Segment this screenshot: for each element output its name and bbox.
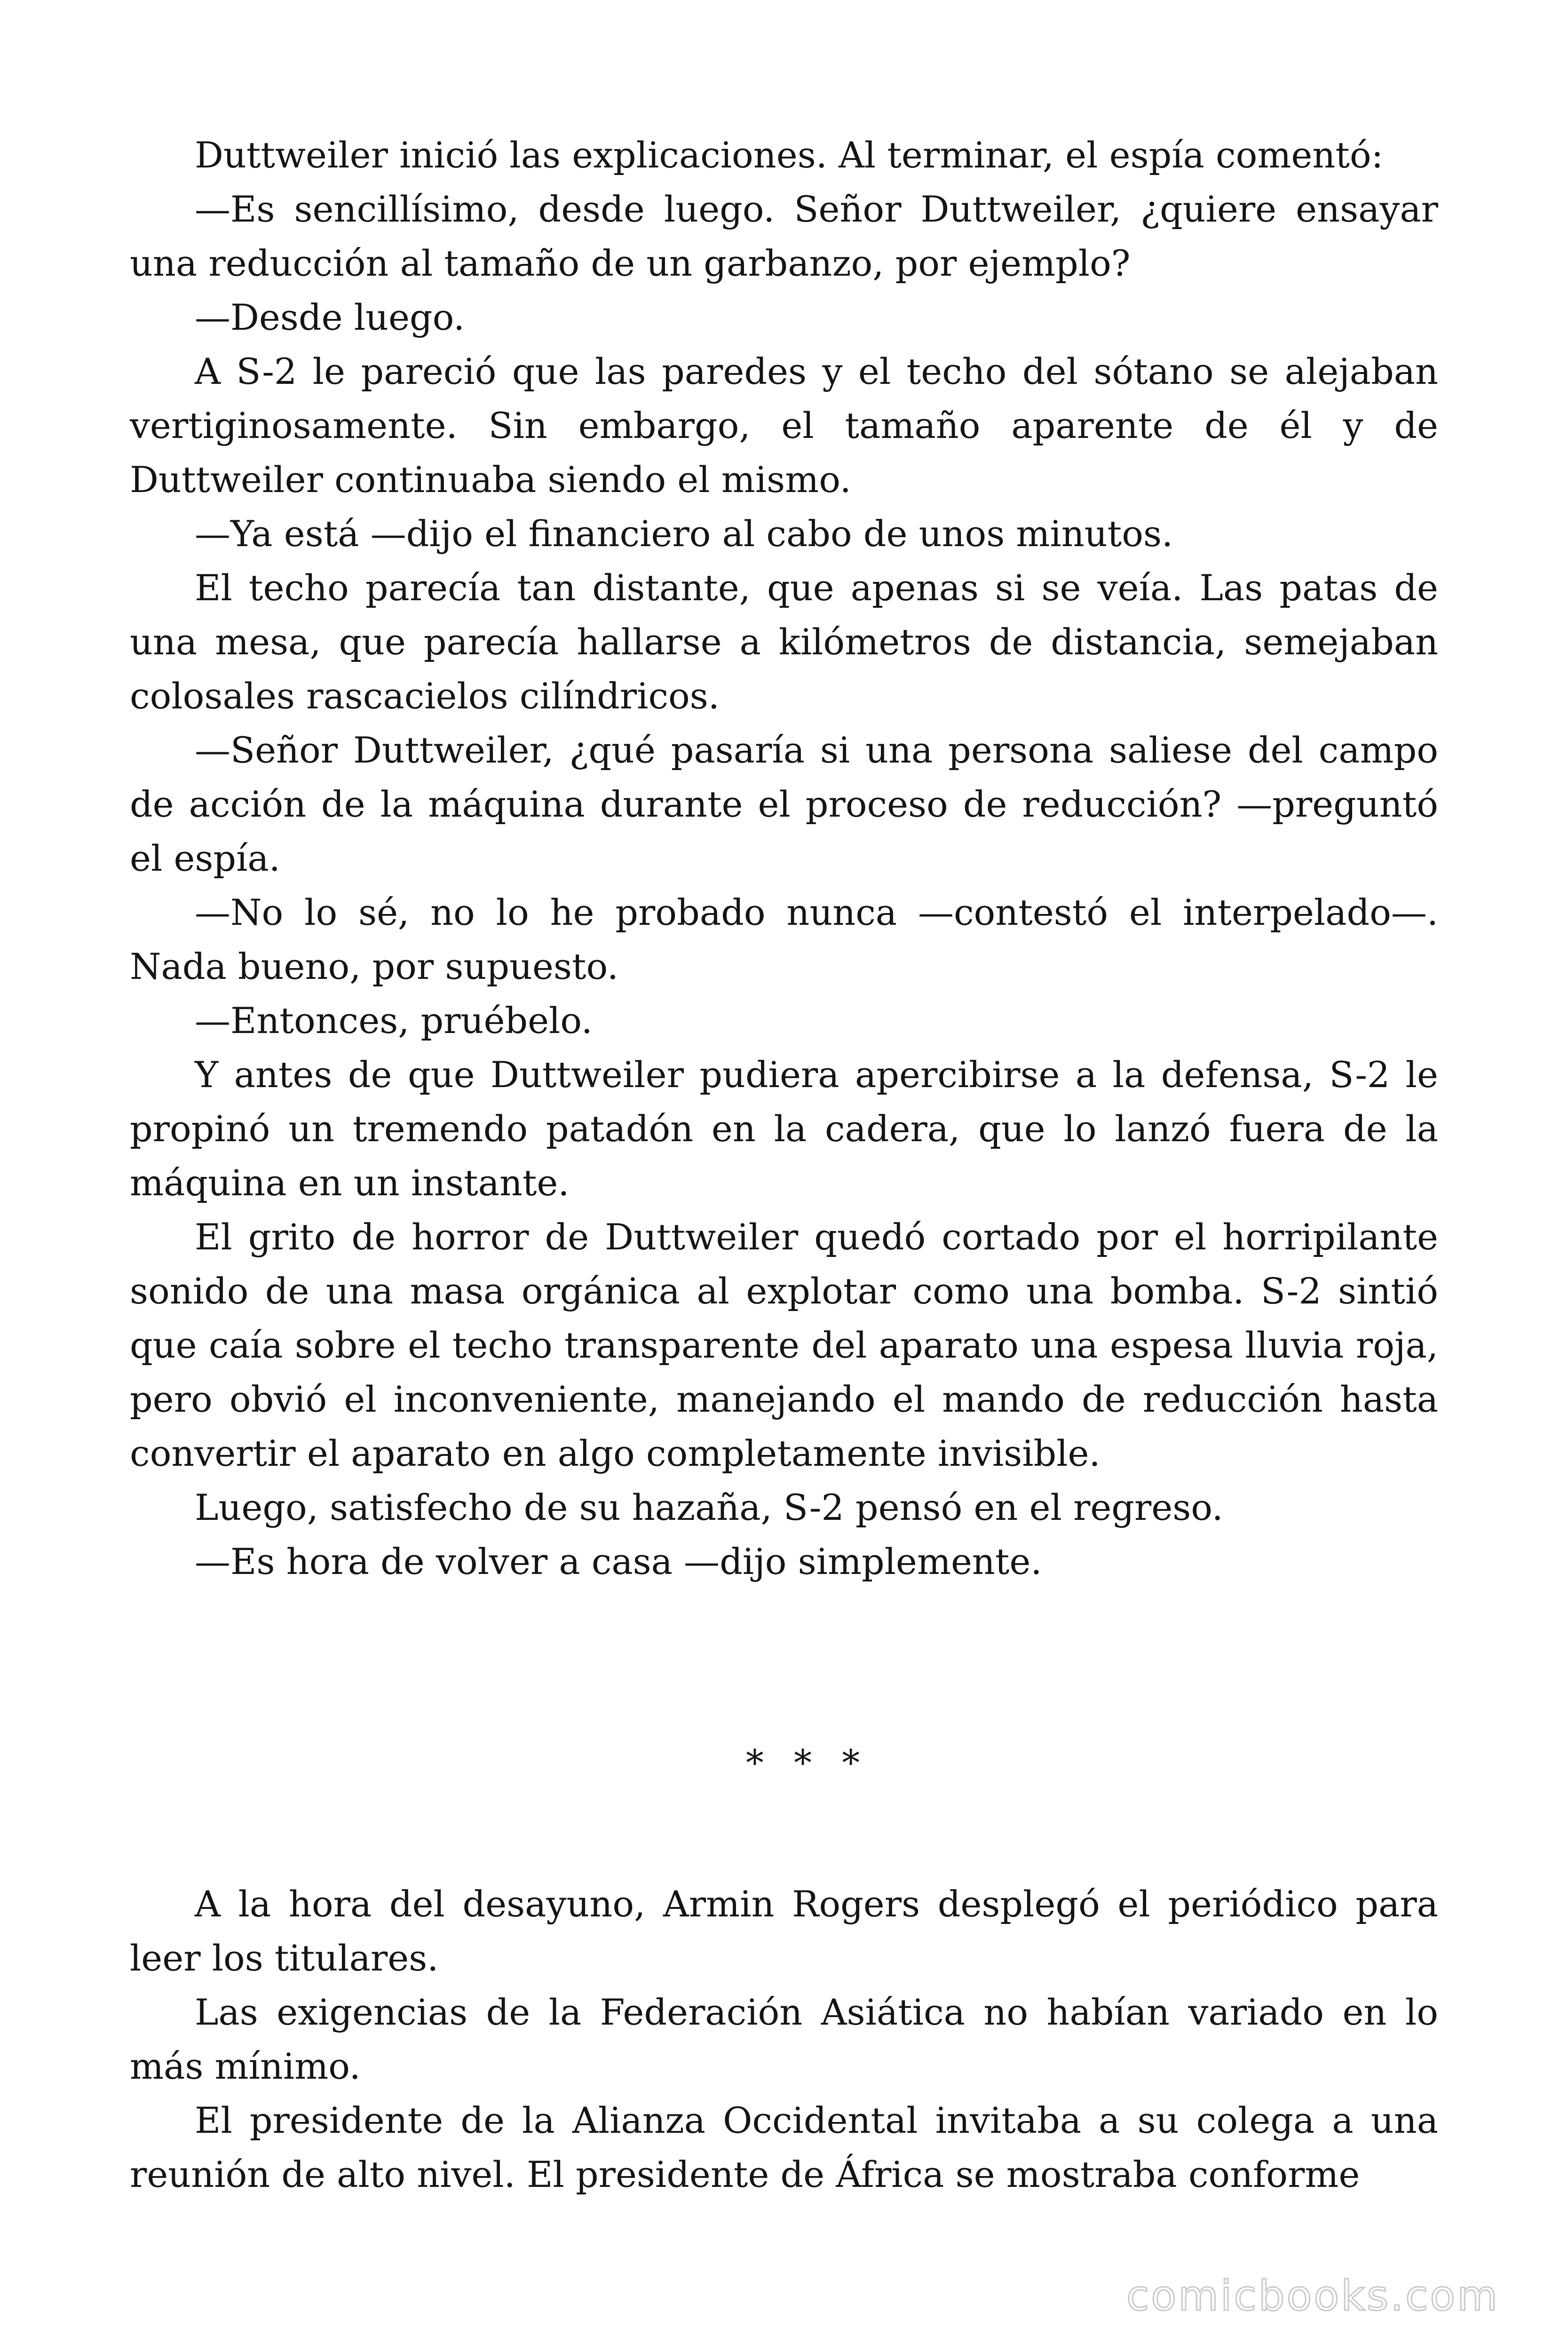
paragraph: —Es hora de volver a casa —dijo simplemente. <box>195 1541 1042 1582</box>
paragraph: —Entonces, pruébelo. <box>195 1000 593 1041</box>
paragraph: A S-2 le pareció que las paredes y el techo del sótano se alejaban vertiginosamente. Sin embargo, el tamaño aparente de él y de Duttweiler continuaba siendo el mismo. <box>130 350 1438 501</box>
paragraph: —Es sencillísimo, desde luego. Señor Duttweiler, ¿quiere ensayar una reducción al tamaño de un garbanzo, por ejemplo? <box>130 188 1438 284</box>
watermark: comicbooks.com <box>1126 2272 1499 2320</box>
paragraph: —No lo sé, no lo he probado nunca —contestó el interpelado—. Nada bueno, por supuesto. <box>130 891 1438 987</box>
section-separator: * * * <box>745 1742 870 1784</box>
text-section-1 <box>130 128 1438 1589</box>
paragraph: El techo parecía tan distante, que apenas si se veía. Las patas de una mesa, que parecía hallarse a kilómetros de distancia, semejaban colosales rascacielos cilíndricos. <box>130 567 1438 717</box>
paragraph: —Desde luego. <box>195 296 465 338</box>
paragraph: Duttweiler inició las explicaciones. Al terminar, el espía comentó: <box>195 134 1384 176</box>
paragraph: El grito de horror de Duttweiler quedó cortado por el horripilante sonido de una masa orgánica al explotar como una bomba. S-2 sintió que caía sobre el techo transparente del aparato una espesa lluvia roja, pero obvió el inconveniente, manejando el mando de reducción hasta convertir el aparato en algo completamente invisible. <box>130 1216 1438 1474</box>
paragraph: A la hora del desayuno, Armin Rogers desplegó el periódico para leer los titulares. <box>130 1883 1438 1979</box>
paragraph: Las exigencias de la Federación Asiática no habían variado en lo más mínimo. <box>130 1991 1438 2087</box>
paragraph: El presidente de la Alianza Occidental invitaba a su colega a una reunión de alto nivel. El presidente de África se mostraba conforme <box>130 2099 1438 2195</box>
text-section-2 <box>130 1877 1438 2201</box>
paragraph: Luego, satisfecho de su hazaña, S-2 pensó en el regreso. <box>195 1486 1223 1528</box>
paragraph: —Señor Duttweiler, ¿qué pasaría si una persona saliese del campo de acción de la máquina durante el proceso de reducción? —preguntó el espía. <box>130 729 1438 879</box>
paragraph: —Ya está —dijo el financiero al cabo de unos minutos. <box>195 513 1173 555</box>
paragraph: Y antes de que Duttweiler pudiera apercibirse a la defensa, S-2 le propinó un tremendo patadón en la cadera, que lo lanzó fuera de la máquina en un instante. <box>130 1054 1438 1204</box>
